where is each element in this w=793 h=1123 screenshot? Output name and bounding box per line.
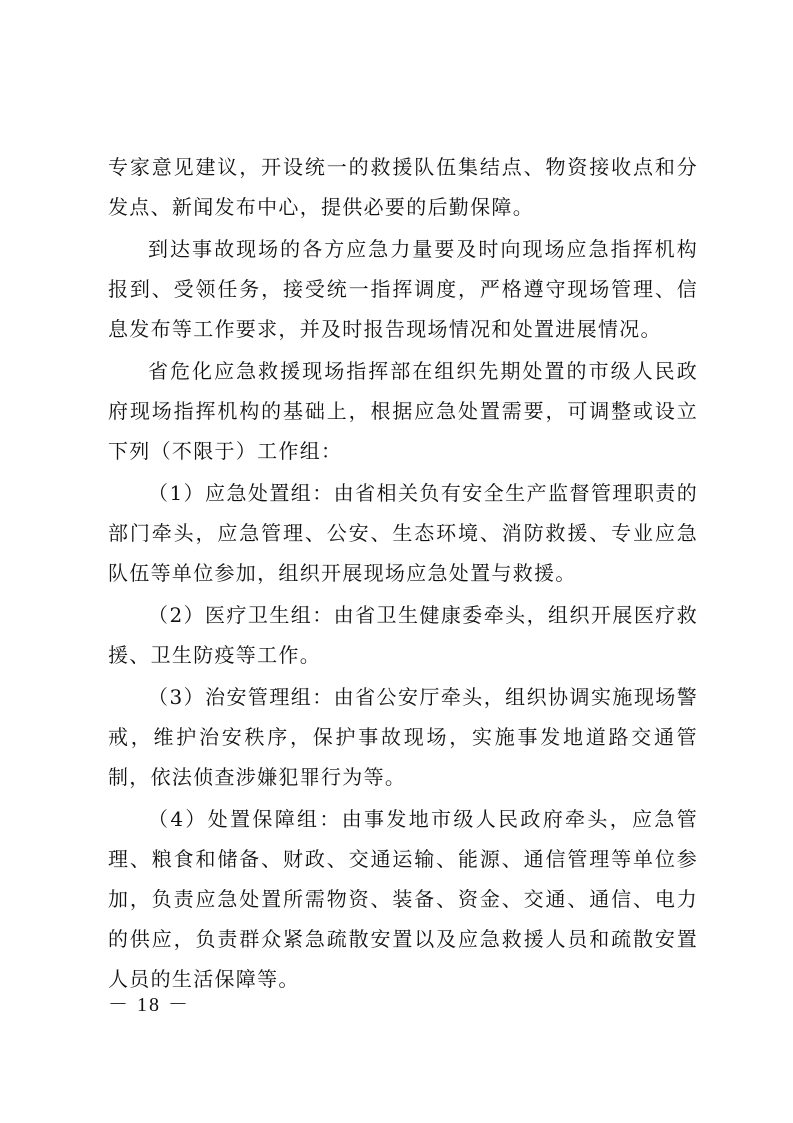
paragraph-group-medical: （2）医疗卫生组：由省卫生健康委牵头，组织开展医疗救援、卫生防疫等工作。: [108, 603, 698, 667]
paragraph-group-public-security: （3）治安管理组：由省公安厅牵头，组织协调实施现场警戒，维护治安秩序，保护事故现场，实施事发地道路交通管制，依法侦查涉嫌犯罪行为等。: [108, 685, 698, 789]
paragraph-group-support: （4）处置保障组：由事发地市级人民政府牵头，应急管理、粮食和储备、财政、交通运输、能源、通信管理等单位参加，负责应急处置所需物资、装备、资金、交通、通信、电力的供应，负责群众紧急疏散安置以及应急救援人员和疏散安置人员的生活保障等。: [108, 807, 698, 991]
paragraph-continued: 专家意见建议，开设统一的救援队伍集结点、物资接收点和分发点、新闻发布中心，提供必要的后勤保障。: [108, 155, 698, 219]
page-number: － 18 －: [108, 994, 190, 1016]
paragraph-emergency-forces: 到达事故现场的各方应急力量要及时向现场应急指挥机构报到、受领任务，接受统一指挥调度，严格遵守现场管理、信息发布等工作要求，并及时报告现场情况和处置进展情况。: [108, 237, 698, 341]
document-body: [108, 147, 698, 1001]
paragraph-working-groups-intro: 省危化应急救援现场指挥部在组织先期处置的市级人民政府现场指挥机构的基础上，根据应急处置需要，可调整或设立下列（不限于）工作组：: [108, 359, 698, 463]
paragraph-group-emergency-response: （1）应急处置组：由省相关负有安全生产监督管理职责的部门牵头，应急管理、公安、生态环境、消防救援、专业应急队伍等单位参加，组织开展现场应急处置与救援。: [108, 481, 698, 585]
